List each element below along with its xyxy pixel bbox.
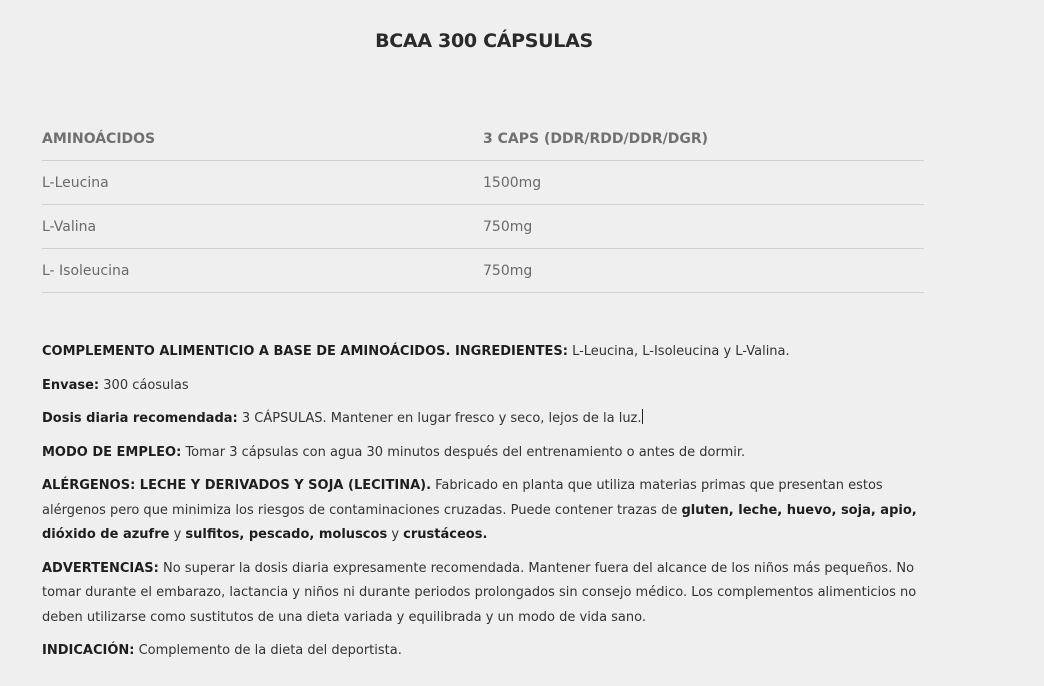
table-header-row <box>42 118 924 161</box>
indicacion-label: INDICACIÓN: <box>42 643 135 658</box>
indicacion-text: Complemento de la dieta del deportista. <box>134 643 402 658</box>
table-cell-name: L- Isoleucina <box>42 249 483 293</box>
alergenos-label: ALÉRGENOS: LECHE Y DERIVADOS Y SOJA (LECITINA). <box>42 478 432 493</box>
aminoacids-table <box>42 118 924 293</box>
alergenos-text: y <box>387 527 404 542</box>
dosis-text: 3 CÁPSULAS. Mantener en lugar fresco y seco, lejos de la luz. <box>237 411 642 426</box>
alergenos-bold: crustáceos. <box>403 527 488 542</box>
table-row <box>42 161 924 205</box>
table-header-dose: 3 CAPS (DDR/RDD/DDR/DGR) <box>483 118 924 161</box>
table-row <box>42 249 924 293</box>
table-header-aminoacids: AMINOÁCIDOS <box>42 118 483 161</box>
page-title: BCAA 300 CÁPSULAS <box>375 30 593 52</box>
modo-label: MODO DE EMPLEO: <box>42 444 182 460</box>
modo-text: Tomar 3 cápsulas con agua 30 minutos después del entrenamiento o antes de dormir. <box>181 444 746 460</box>
advertencias-paragraph <box>42 557 932 631</box>
product-info <box>42 340 932 673</box>
envase-text: 300 cáosulas <box>99 377 189 393</box>
table-cell-amount: 750mg <box>483 249 924 293</box>
advertencias-label: ADVERTENCIAS: <box>42 560 159 576</box>
complemento-paragraph <box>42 340 932 365</box>
alergenos-text: y <box>169 527 186 542</box>
dosis-label: Dosis diaria recomendada: <box>42 411 238 426</box>
alergenos-text: Fabricado en planta que utiliza materias primas que presentan estos alérgenos pero que minimiza los riesgos de contaminaciones cruzadas. Puede contener trazas de <box>42 478 883 518</box>
envase-label: Envase: <box>42 377 100 393</box>
indicacion-paragraph <box>42 639 932 664</box>
table-cell-name: L-Valina <box>42 205 483 249</box>
complemento-label: COMPLEMENTO ALIMENTICIO A BASE DE AMINOÁCIDOS. INGREDIENTES: <box>42 344 568 359</box>
table-cell-amount: 1500mg <box>483 161 924 205</box>
table-cell-name: L-Leucina <box>42 161 483 205</box>
dosis-paragraph[interactable] <box>42 407 932 432</box>
alergenos-paragraph <box>42 474 932 548</box>
table-row <box>42 205 924 249</box>
alergenos-bold: gluten, leche, huevo, soja, apio, dióxido de azufre <box>42 502 917 542</box>
envase-paragraph <box>42 374 932 399</box>
table-cell-amount: 750mg <box>483 205 924 249</box>
complemento-text: L-Leucina, L-Isoleucina y L-Valina. <box>567 344 790 359</box>
advertencias-text: No superar la dosis diaria expresamente recomendada. Mantener fuera del alcance de los niños más pequeños. No tomar durante el embarazo, lactancia y niños ni durante periodos prolongados sin consejo médico. Los complementos alimenticios no deben utilizarse como sustitutos de una dieta variada y equilibrada y un modo de vida sano. <box>42 560 917 625</box>
modo-paragraph <box>42 441 932 466</box>
alergenos-bold: sulfitos, pescado, moluscos <box>185 527 388 542</box>
text-cursor <box>642 409 643 424</box>
